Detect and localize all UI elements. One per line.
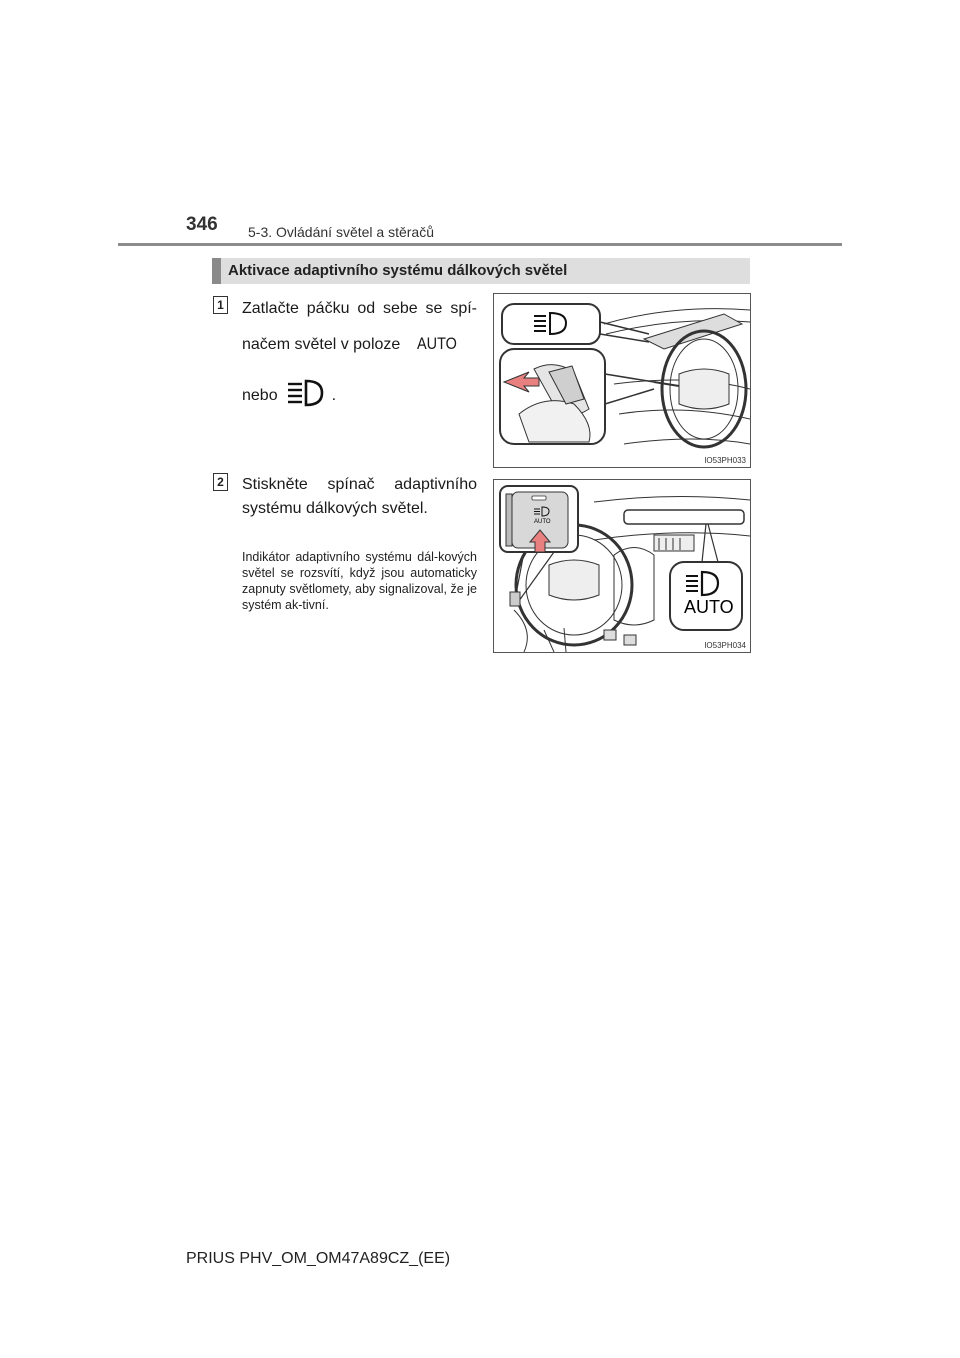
figure-2-id: IO53PH034 (704, 641, 746, 650)
step-2-text-line1: Stiskněte spínač adaptivního (242, 476, 477, 493)
step-1-text-line2-main: načem světel v poloze (242, 336, 401, 353)
step-number-1: 1 (213, 296, 228, 314)
chapter-title: 5-3. Ovládání světel a stěračů (248, 224, 434, 240)
page-number: 346 (186, 214, 218, 235)
step-1-text-line1: Zatlačte páčku od sebe se spí- (242, 300, 477, 317)
section-heading-bar (212, 258, 750, 284)
step-number-2: 2 (213, 473, 228, 491)
step-2-text-line2: systému dálkových světel. (242, 500, 428, 517)
step-1-text-line3-main: nebo (242, 386, 278, 404)
figure-2-dashboard-switch (493, 479, 751, 653)
header-rule (118, 243, 842, 246)
step-2-note: Indikátor adaptivního systému dál-kových světel se rozsvítí, když jsou automaticky zapnuty světlomety, aby signalizoval, že je systém ak-tivní. (242, 550, 477, 612)
figure-1-id: IO53PH033 (704, 456, 746, 465)
section-title: Aktivace adaptivního systému dálkových světel (228, 262, 568, 279)
figure-1-steering-lever (493, 293, 751, 468)
headlight-icon (286, 378, 326, 413)
step-1-text-line3 (242, 378, 336, 413)
document-id: PRIUS PHV_OM_OM47A89CZ_(EE) (186, 1250, 451, 1267)
step-1-text-line3-end: . (331, 386, 337, 404)
small-auto-label: AUTO (534, 519, 551, 525)
step-1-text-line2 (242, 334, 464, 354)
section-accent (212, 258, 221, 284)
auto-symbol: AUTO (416, 334, 457, 353)
large-auto-label: AUTO (684, 597, 734, 617)
